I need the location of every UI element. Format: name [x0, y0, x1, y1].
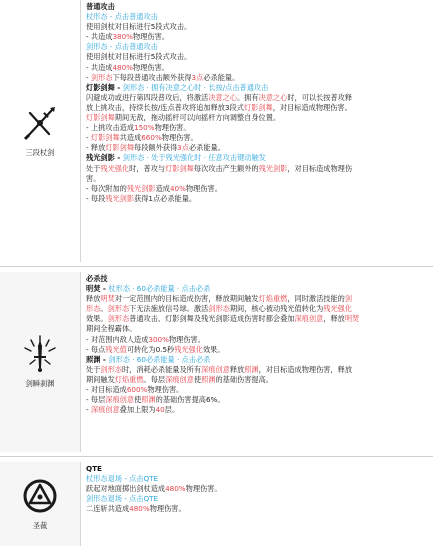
highlight-term: 480% [165, 484, 186, 494]
highlight-term: 3点 [191, 72, 204, 82]
description-text: 物理伤害。 [168, 334, 205, 344]
description-text: - [86, 133, 91, 143]
highlight-term: 灯影剑舞 [243, 102, 273, 112]
column-divider [80, 462, 81, 546]
description-line [86, 314, 429, 324]
skill-sidebar [0, 462, 80, 546]
highlight-term: 明焚 [344, 314, 360, 324]
description-text: 物理伤害。 [154, 123, 191, 133]
description-text: 物理伤害。 [185, 183, 222, 193]
description-line [86, 504, 429, 514]
description-line [86, 103, 429, 113]
description-text: - 每次附加的 [86, 183, 127, 193]
trigger-condition: 剑形态退场 - 点击QTE [86, 494, 159, 504]
highlight-term: 380% [112, 32, 134, 42]
trigger-condition: 剑形态 · 处于残光强化时 · 任意攻击键动触发 [122, 153, 266, 163]
skill-heading: 灯影剑舞 - [86, 82, 123, 92]
highlight-term: 残光剑影 [105, 193, 135, 203]
highlight-term: 明焚 [100, 294, 115, 304]
trigger-condition: 杖形态 · 60必杀能量 · 点击必杀 [108, 284, 211, 294]
column-divider [80, 272, 81, 452]
highlight-term: 深痕创意 [165, 374, 194, 384]
description-line [86, 474, 429, 484]
description-line [86, 294, 429, 304]
description-text: 处于 [86, 163, 101, 173]
description-text: 。 [100, 304, 108, 314]
description-text: 的基础伤害提高。 [215, 374, 273, 384]
highlight-term: 剑形态 [107, 314, 130, 324]
description-line [86, 355, 429, 365]
highlight-term: 剑形态 [107, 304, 130, 314]
description-text: 释放 [86, 294, 101, 304]
skill-description [86, 2, 429, 204]
description-text: 下每段普通攻击额外获得 [112, 72, 192, 82]
skill-section-ultimate [0, 272, 433, 452]
description-text: 下无法施放信号球。激活 [129, 304, 209, 314]
section-divider [0, 456, 433, 457]
description-text: 可转化为0.5秒 [126, 344, 175, 354]
description-text: 共造成 [119, 133, 142, 143]
highlight-term: 灯影剑舞 [105, 143, 135, 153]
highlight-term: 灯影剑舞 [165, 163, 194, 173]
description-line [86, 83, 429, 93]
description-line [86, 184, 429, 194]
description-text: 效果。 [202, 344, 225, 354]
description-line [86, 113, 429, 123]
crossed-staff-sword-icon [20, 103, 60, 143]
skill-heading: QTE [86, 464, 102, 473]
trigger-condition: 剑形态 - 点击普通攻击 [86, 42, 158, 52]
description-line [86, 494, 429, 504]
description-text: 期间全程霸体。 [86, 324, 137, 334]
description-text: 物理伤害。 [133, 32, 169, 42]
description-text: - 每点 [86, 344, 106, 354]
description-text: 期间，核心被动残光值转化为 [229, 304, 324, 314]
description-line [86, 304, 429, 314]
highlight-term: 照渊 [201, 374, 216, 384]
highlight-term: 剑 [344, 294, 353, 304]
highlight-term: 残光剑影 [258, 163, 288, 173]
description-text: ，对目标造成物理伤 [287, 163, 353, 173]
description-line [86, 284, 429, 294]
description-line [86, 484, 429, 494]
skill-name: 剑瞬刹渊 [25, 379, 55, 389]
description-text: 物理伤害。 [185, 484, 222, 494]
skill-sidebar [0, 0, 80, 262]
description-text: - 对范围内敌人造成 [86, 334, 149, 344]
description-line [86, 174, 429, 184]
description-line [86, 12, 429, 22]
description-text: 获得1点必杀能量。 [134, 193, 197, 203]
description-text: 期间无敌，拖动摇杆可以向摇杆方向调整自身位置。 [114, 113, 281, 123]
description-text: ，释放 [323, 314, 345, 324]
highlight-term: 灯影剑舞 [86, 113, 115, 123]
description-line [86, 42, 429, 52]
highlight-term: 形态 [86, 304, 101, 314]
description-text: 使用剑杖对目标进行5段式攻击。 [86, 52, 192, 62]
description-text: 时，可以长按普攻释 [287, 92, 353, 102]
description-line [86, 335, 429, 345]
trigger-condition: 杖形态 - 点击普通攻击 [86, 12, 158, 22]
description-line [86, 365, 429, 375]
skill-name: 圣裁 [32, 521, 48, 531]
description-text: 必杀能量。 [188, 143, 225, 153]
description-text: 每次攻击产生额外的 [193, 163, 259, 173]
highlight-term: 剑形态 [208, 304, 230, 314]
description-line [86, 73, 429, 83]
description-line [86, 385, 429, 395]
highlight-term: 3点 [177, 143, 189, 153]
description-text: 放上挑攻击，持续长按/连点普攻将追加释放3段式 [86, 102, 244, 112]
description-line [86, 194, 429, 204]
description-line [86, 52, 429, 62]
description-text: - [86, 405, 91, 415]
description-line [86, 32, 429, 42]
highlight-term: 600% [126, 385, 148, 395]
description-text: 使 [193, 374, 202, 384]
description-text: 时，普攻与 [129, 163, 166, 173]
description-text: 使用剑杖对目标进行5段式攻击。 [86, 22, 192, 32]
description-text: 对一定范围内的目标造成伤害，释放期间触发 [114, 294, 259, 304]
skill-description [86, 274, 429, 415]
highlight-term: 残光值 [105, 344, 127, 354]
description-line [86, 405, 429, 415]
highlight-term: 灯焰重燃 [114, 374, 144, 384]
highlight-term: 480% [112, 62, 134, 72]
description-text: - 共造成 [86, 32, 113, 42]
sword-burst-icon [20, 334, 60, 374]
highlight-term: 照渊 [244, 364, 259, 374]
skill-name: 三段杖剑 [25, 148, 55, 158]
highlight-term: 深痕创意 [294, 314, 324, 324]
skill-heading: 普通攻击 [86, 2, 115, 11]
description-text: 叠加上限为 [119, 405, 156, 415]
skill-sidebar [0, 272, 80, 452]
description-text: 每段额外获得 [134, 143, 178, 153]
description-text: - 上挑攻击造成 [86, 123, 135, 133]
section-divider [0, 266, 433, 267]
highlight-term: 300% [148, 334, 169, 344]
highlight-term: 照渊 [141, 395, 156, 405]
description-line [86, 63, 429, 73]
highlight-term: 660% [141, 133, 162, 143]
highlight-term: 深痕创意 [90, 405, 120, 415]
description-text: 时，消耗必杀能量及所有 [121, 364, 202, 374]
description-text: 效果。 [86, 314, 108, 324]
highlight-term: 灯影剑舞 [90, 133, 120, 143]
highlight-term: 剑形态 [100, 364, 122, 374]
description-text: - [86, 72, 91, 82]
skill-section-qte [0, 462, 433, 546]
highlight-term: 深痕创意 [105, 395, 135, 405]
description-text: - 每段 [86, 193, 106, 203]
description-text: 处于 [86, 364, 101, 374]
description-text: 释放 [229, 364, 245, 374]
description-line [86, 2, 429, 12]
description-text: 。拥有 [236, 92, 259, 102]
highlight-term: 决意之心 [258, 92, 288, 102]
trigger-condition: 剑形态 · 拥有决意之心时 · 长按/点击普通攻击 [122, 82, 269, 92]
description-text: 期间触发 [86, 374, 115, 384]
column-divider [80, 0, 81, 262]
description-text: 闪避成功或进行第四段普攻后，将激活 [86, 92, 209, 102]
description-text: 害。 [86, 173, 101, 183]
description-text: 跃起对地面掷出剑杖造成 [86, 484, 166, 494]
skill-heading: 残光剑影 - [86, 153, 123, 163]
highlight-term: 残光强化 [323, 304, 353, 314]
highlight-term: 灯焰重燃 [258, 294, 288, 304]
description-text: ，对目标造成物理伤害。 [272, 102, 352, 112]
description-text: 二连斩共造成 [86, 504, 130, 514]
description-text: 普通攻击、灯影剑舞及残光剑影造成伤害时都会叠加 [129, 314, 295, 324]
description-line [86, 375, 429, 385]
trigger-condition: 杖形态退场 - 点击QTE [86, 474, 159, 484]
description-text: 造成 [155, 183, 170, 193]
triangle-emblem-icon [20, 476, 60, 516]
description-line [86, 464, 429, 474]
description-text: ，同时激活技能的 [287, 294, 345, 304]
description-text: ，对目标造成物理伤害，释放 [258, 364, 353, 374]
description-text: 使 [134, 395, 142, 405]
description-text: 物理伤害。 [149, 504, 186, 514]
highlight-term: 150% [134, 123, 155, 133]
highlight-term: 480% [129, 504, 150, 514]
skill-heading: 明焚 - [86, 284, 109, 294]
description-line [86, 123, 429, 133]
skill-section-basic-attack [0, 0, 433, 262]
skill-heading: 必杀技 [86, 274, 108, 283]
description-text: 物理伤害。 [133, 62, 169, 72]
description-line [86, 133, 429, 143]
description-line [86, 164, 429, 174]
description-line [86, 395, 429, 405]
description-line [86, 93, 429, 103]
description-text: 物理伤害。 [147, 385, 184, 395]
trigger-condition: 剑形态 · 60必杀能量 · 点击必杀 [108, 354, 211, 364]
skill-heading: 照渊 - [86, 354, 109, 364]
description-line [86, 345, 429, 355]
description-text: - 共造成 [86, 62, 113, 72]
description-line [86, 153, 429, 163]
description-text: 物理伤害。 [161, 133, 198, 143]
highlight-term: 残光强化 [174, 344, 203, 354]
highlight-term: 决意之心 [208, 92, 237, 102]
description-line [86, 324, 429, 334]
description-text: - 对目标造成 [86, 385, 127, 395]
highlight-term: 40% [169, 183, 186, 193]
description-text: 必杀能量。 [203, 72, 240, 82]
description-text: 层。 [164, 405, 180, 415]
description-text: - 每层 [86, 395, 106, 405]
highlight-term: 深痕创意 [201, 364, 230, 374]
description-text: 。每层 [143, 374, 166, 384]
description-line [86, 143, 429, 153]
highlight-term: 剑形态 [90, 72, 113, 82]
skill-description [86, 464, 429, 514]
highlight-term: 40 [155, 405, 165, 415]
description-text: - 释放 [86, 143, 106, 153]
highlight-term: 残光剑影 [126, 183, 156, 193]
description-line [86, 22, 429, 32]
highlight-term: 残光强化 [100, 163, 130, 173]
description-line [86, 274, 429, 284]
description-text: 的基础伤害提高6%。 [155, 395, 225, 405]
